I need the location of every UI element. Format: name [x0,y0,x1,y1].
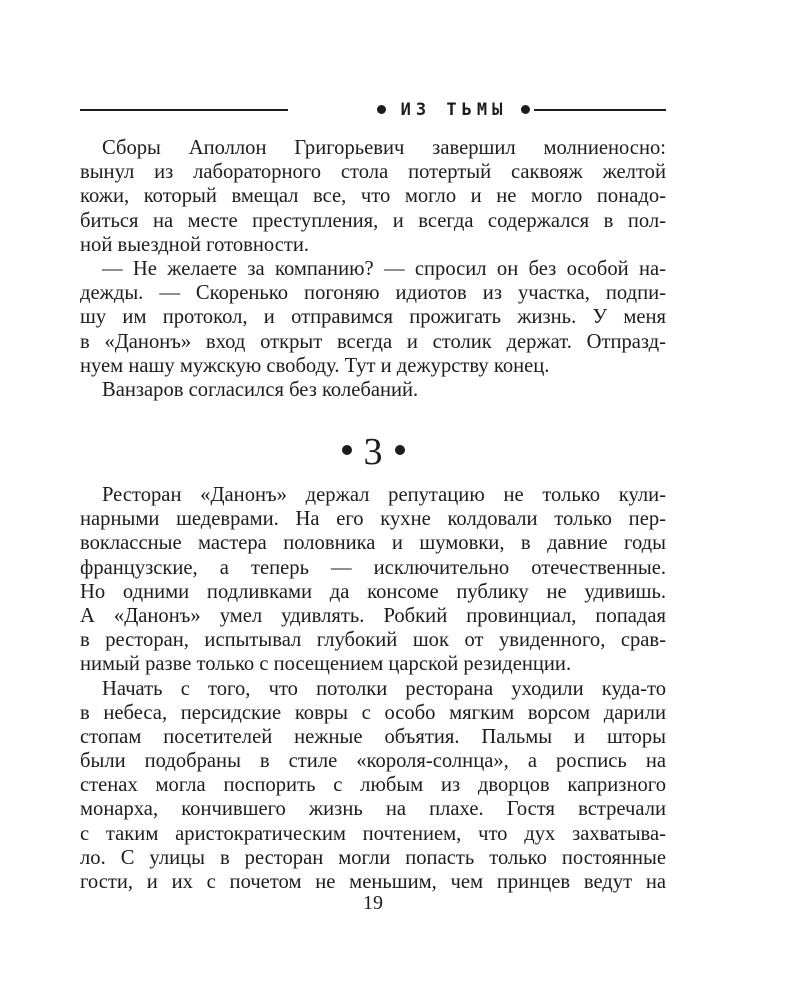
chapter-bullet-left [342,445,352,455]
text-line: вынул из лабораторного стола потертый саквояж желтой [80,161,666,184]
chapter-bullet-right [395,445,405,455]
text-line: ной выездной готовности. [80,233,310,256]
page-number: 19 [363,892,383,914]
text-line: воклассные мастера половника и шумовки, в давние годы [80,532,666,555]
text-line: гости, и их с почетом не меньшим, чем принцев ведут на [80,871,666,893]
text-line: нуем нашу мужскую свободу. Тут и дежурству конец. [80,354,550,377]
text-line: с таким аристократическим почтением, что дух захватыва- [80,822,666,845]
text-line: ло. С улицы в ресторан могли попасть только постоянные [80,846,666,869]
header-rule-left [80,109,288,111]
text-line: Ресторан «Данонъ» держал репутацию не только кули- [102,484,666,506]
text-line: стопам посетителей нежные объятия. Пальмы и шторы [80,725,666,748]
header-bullet-left [377,105,386,114]
text-line: нарными шедеврами. На его кухне колдовали только пер- [80,508,666,531]
text-line: монарха, кончившего жизнь на плахе. Гостя встречали [80,798,666,821]
text-line: Начать с того, что потолки ресторана уходили куда-то [102,677,666,700]
text-line: в небеса, персидские ковры с особо мягким ворсом дарили [80,701,666,724]
text-line: биться на месте преступления, и всегда содержался в пол- [80,209,666,232]
text-line: А «Данонъ» умел удивлять. Робкий провинциал, попадая [80,604,666,627]
header-rule-right [534,109,666,111]
text-line: — Не желаете за компанию? — спросил он без особой на- [102,257,666,280]
text-line: шу им протокол, и отправимся прожигать жизнь. У меня [80,306,666,329]
text-line: дежды. — Скоренько погоняю идиотов из участка, подпи- [80,282,666,305]
text-section-2 [80,483,666,894]
text-line: были подобраны в стиле «короля-солнца», а роспись на [80,750,666,773]
running-header [80,98,666,122]
text-line: Ванзаров согласился без колебаний. [102,378,419,401]
text-line: Сборы Аполлон Григорьевич завершил молниеносно: [102,137,666,159]
chapter-heading [80,424,666,474]
running-header-title: ИЗ ТЬМЫ [400,100,508,120]
text-line: французские, а теперь — исключительно отечественные. [80,556,666,579]
chapter-number: 3 [363,431,383,474]
text-line: кожи, который вмещал все, что могло и не могло понадо- [80,185,666,208]
text-line: нимый разве только с посещением царской резиденции. [80,653,572,676]
text-line: в «Данонъ» вход открыт всегда и столик держат. Отпразд- [80,330,666,353]
text-line: в ресторан, испытывал глубокий шок от увиденного, срав- [80,629,666,652]
text-line: стенах могла поспорить с любым из дворцов капризного [80,774,666,797]
text-line: Но одними подливками да консоме публику не удивишь. [80,580,666,603]
text-section-1 [80,136,666,402]
header-bullet-right [521,105,530,114]
